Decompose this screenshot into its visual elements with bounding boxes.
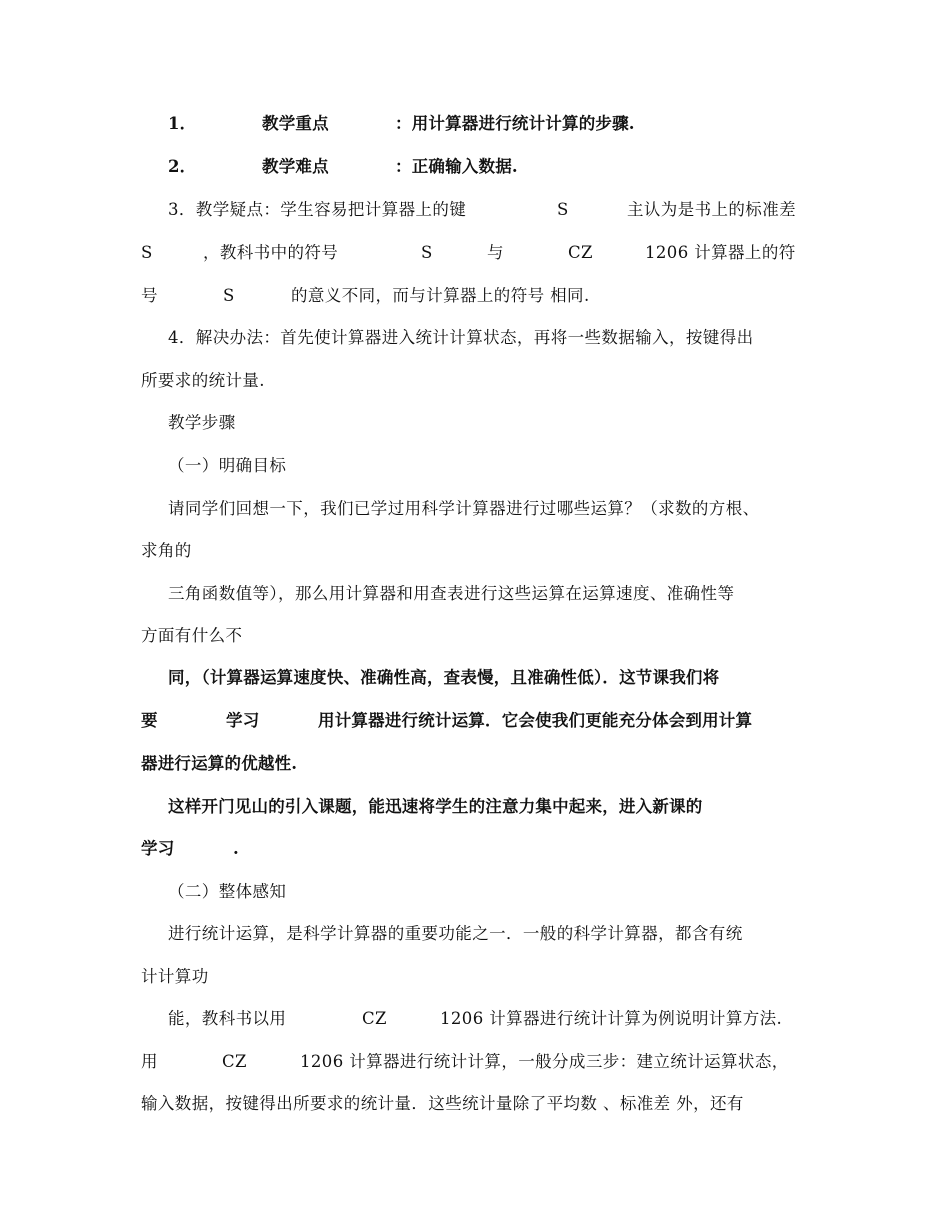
point-text: ，教科书中的符号 xyxy=(203,243,339,262)
point-2 xyxy=(0,156,950,178)
point-4-line-2: 所要求的统计量. xyxy=(141,371,265,390)
point-4-line-1: 4．解决办法：首先使计算器进入统计计算状态，再将一些数据输入，按键得出 xyxy=(168,328,754,347)
point-label: 教学难点 xyxy=(262,157,329,176)
point-number: 1． xyxy=(168,114,197,133)
point-text: 的意义不同，而与计算器上的符号 相同. xyxy=(291,286,590,305)
symbol-s: S xyxy=(141,243,153,262)
bold-text: 学习 xyxy=(141,839,175,858)
point-text: 3．教学疑点：学生容易把计算器上的键 xyxy=(168,200,467,219)
bold-text: 用计算器进行统计运算．它会使我们更能充分体会到用计算 xyxy=(318,711,753,730)
bold-paragraph-line: 这样开门见山的引入课题，能迅速将学生的注意力集中起来，进入新课的 xyxy=(168,797,703,816)
symbol-s: S xyxy=(223,286,235,305)
paragraph-text: 用 xyxy=(141,1052,158,1071)
model-cz: CZ xyxy=(362,1009,387,1028)
bold-paragraph-line xyxy=(0,838,950,860)
bold-paragraph-line xyxy=(0,710,950,732)
model-cz: CZ xyxy=(568,243,593,262)
point-text: ：正确输入数据. xyxy=(395,157,518,176)
point-text: 号 xyxy=(141,286,158,305)
section-1-heading: （一）明确目标 xyxy=(168,456,287,475)
bold-paragraph-line: 器进行运算的优越性. xyxy=(141,754,298,773)
paragraph-text: 1206 计算器进行统计计算，一般分成三步：建立统计运算状态， xyxy=(300,1052,789,1071)
section-2-heading: （二）整体感知 xyxy=(168,882,287,901)
point-number: 2． xyxy=(168,157,197,176)
steps-heading: 教学步骤 xyxy=(168,413,236,432)
paragraph-line: 方面有什么不 xyxy=(141,626,243,645)
bold-paragraph-line: 同，（计算器运算速度快、准确性高，查表慢，且准确性低）．这节课我们将 xyxy=(168,668,720,687)
point-text: ：用计算器进行统计计算的步骤. xyxy=(395,114,635,133)
paragraph-line xyxy=(0,1008,950,1030)
paragraph-text: 1206 计算器进行统计计算为例说明计算方法. xyxy=(440,1009,783,1028)
paragraph-line: 请同学们回想一下，我们已学过用科学计算器进行过哪些运算？（求数的方根、 xyxy=(168,499,760,518)
point-3-line-2 xyxy=(0,242,950,264)
paragraph-line: 输入数据，按键得出所要求的统计量．这些统计量除了平均数 、标准差 外，还有 xyxy=(141,1094,744,1113)
paragraph-line xyxy=(0,1051,950,1073)
model-cz: CZ xyxy=(222,1052,247,1071)
paragraph-line: 计计算功 xyxy=(141,967,209,986)
point-text: 主认为是书上的标准差 xyxy=(627,200,796,219)
bold-text: 要 xyxy=(141,711,158,730)
point-3-line-1 xyxy=(0,199,950,221)
symbol-s: S xyxy=(557,200,569,219)
paragraph-line: 进行统计运算，是科学计算器的重要功能之一．一般的科学计算器，都含有统 xyxy=(168,924,743,943)
symbol-s: S xyxy=(421,243,433,262)
bold-text: . xyxy=(233,839,239,858)
paragraph-line: 求角的 xyxy=(141,541,192,560)
point-text: 1206 计算器上的符 xyxy=(645,243,796,262)
point-label: 教学重点 xyxy=(262,114,329,133)
paragraph-line: 三角函数值等），那么用计算器和用查表进行这些运算在运算速度、准确性等 xyxy=(168,584,735,603)
point-1 xyxy=(0,113,950,135)
point-3-line-3 xyxy=(0,285,950,307)
point-text: 与 xyxy=(487,243,504,262)
paragraph-text: 能，教科书以用 xyxy=(168,1009,287,1028)
bold-text: 学习 xyxy=(226,711,260,730)
